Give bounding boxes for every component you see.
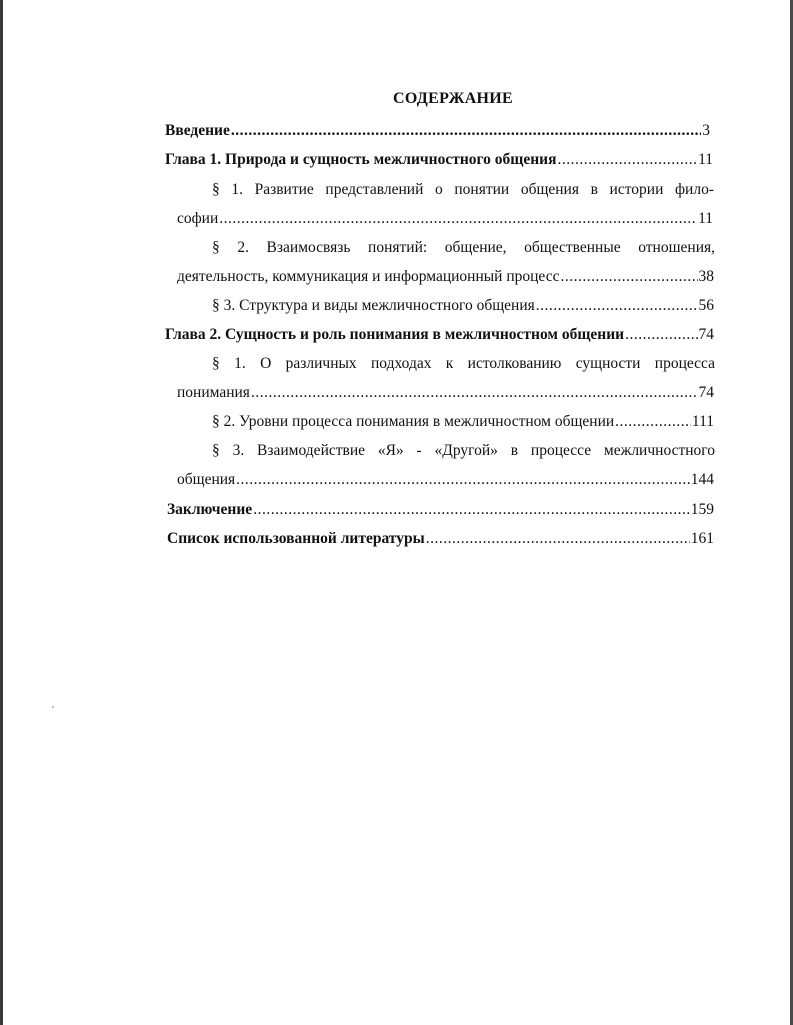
toc-entry-references[interactable] bbox=[167, 529, 714, 549]
toc-entry-text-line-2 bbox=[177, 267, 714, 287]
toc-page-number: 3 bbox=[702, 122, 710, 139]
toc-entry-text-line-1: § 1. О различных подходах к истолкованию сущности процесса bbox=[212, 355, 715, 372]
toc-page-number: 38 bbox=[698, 268, 714, 285]
toc-leader-dots bbox=[615, 412, 691, 432]
toc-entry-label: Введение bbox=[165, 122, 230, 139]
toc-page-number: 161 bbox=[690, 530, 714, 547]
toc-leader-dots bbox=[558, 150, 698, 170]
toc-leader-dots bbox=[219, 209, 697, 229]
toc-entry-text-line-1: § 2. Взаимосвязь понятий: общение, общественные отношения, bbox=[212, 239, 715, 256]
scan-speck bbox=[52, 706, 54, 708]
toc-leader-dots bbox=[536, 296, 698, 316]
toc-leader-dots bbox=[231, 121, 701, 141]
toc-page-number: 111 bbox=[691, 413, 714, 430]
toc-entry-label: Глава 1. Природа и сущность межличностного общения bbox=[165, 151, 557, 168]
toc-page-number: 11 bbox=[698, 210, 713, 227]
toc-entry-label: Список использованной литературы bbox=[167, 530, 425, 547]
toc-entry-ch1-section-3[interactable] bbox=[212, 296, 714, 316]
toc-leader-dots bbox=[251, 383, 698, 403]
toc-entry-text-line-1: § 3. Взаимодействие «Я» - «Другой» в процессе межличностного bbox=[212, 442, 715, 459]
toc-entry-chapter-1[interactable] bbox=[165, 150, 713, 170]
toc-page-number: 56 bbox=[698, 297, 714, 314]
toc-leader-dots bbox=[253, 500, 690, 520]
toc-entry-text-line-2 bbox=[177, 383, 714, 403]
toc-leader-dots bbox=[625, 325, 697, 345]
toc-leader-dots bbox=[236, 470, 690, 490]
toc-leader-dots bbox=[426, 529, 690, 549]
scan-edge-left bbox=[0, 0, 3, 1025]
toc-entry-text-line-1: § 1. Развитие представлений о понятии общения в истории фило- bbox=[212, 181, 714, 198]
toc-entry-label: деятельность, коммуникация и информационный процесс bbox=[177, 268, 560, 285]
toc-entry-conclusion[interactable] bbox=[167, 500, 714, 520]
toc-entry-ch2-section-2[interactable] bbox=[212, 412, 714, 432]
toc-leader-dots bbox=[560, 267, 697, 287]
toc-entry-label: Глава 2. Сущность и роль понимания в межличностном общении bbox=[165, 326, 625, 343]
toc-entry-label: софии bbox=[177, 210, 219, 227]
toc-entry-label: общения bbox=[177, 471, 236, 488]
toc-page-number: 159 bbox=[690, 501, 714, 518]
toc-entry-label: § 2. Уровни процесса понимания в межличностном общении bbox=[212, 413, 615, 430]
page-title: СОДЕРЖАНИЕ bbox=[392, 90, 514, 107]
toc-page-number: 11 bbox=[698, 151, 713, 168]
toc-entry-label: понимания bbox=[177, 384, 250, 401]
toc-page-number: 144 bbox=[690, 471, 714, 488]
toc-entry-text-line-2 bbox=[177, 209, 713, 229]
toc-entry-intro[interactable] bbox=[165, 121, 710, 141]
toc-entry-label: § 3. Структура и виды межличностного общения bbox=[212, 297, 535, 314]
toc-page-number: 74 bbox=[698, 384, 714, 401]
toc-entry-text-line-2 bbox=[177, 470, 714, 490]
toc-entry-chapter-2[interactable] bbox=[165, 325, 714, 345]
toc-entry-label: Заключение bbox=[167, 501, 253, 518]
toc-page-number: 74 bbox=[698, 326, 714, 343]
